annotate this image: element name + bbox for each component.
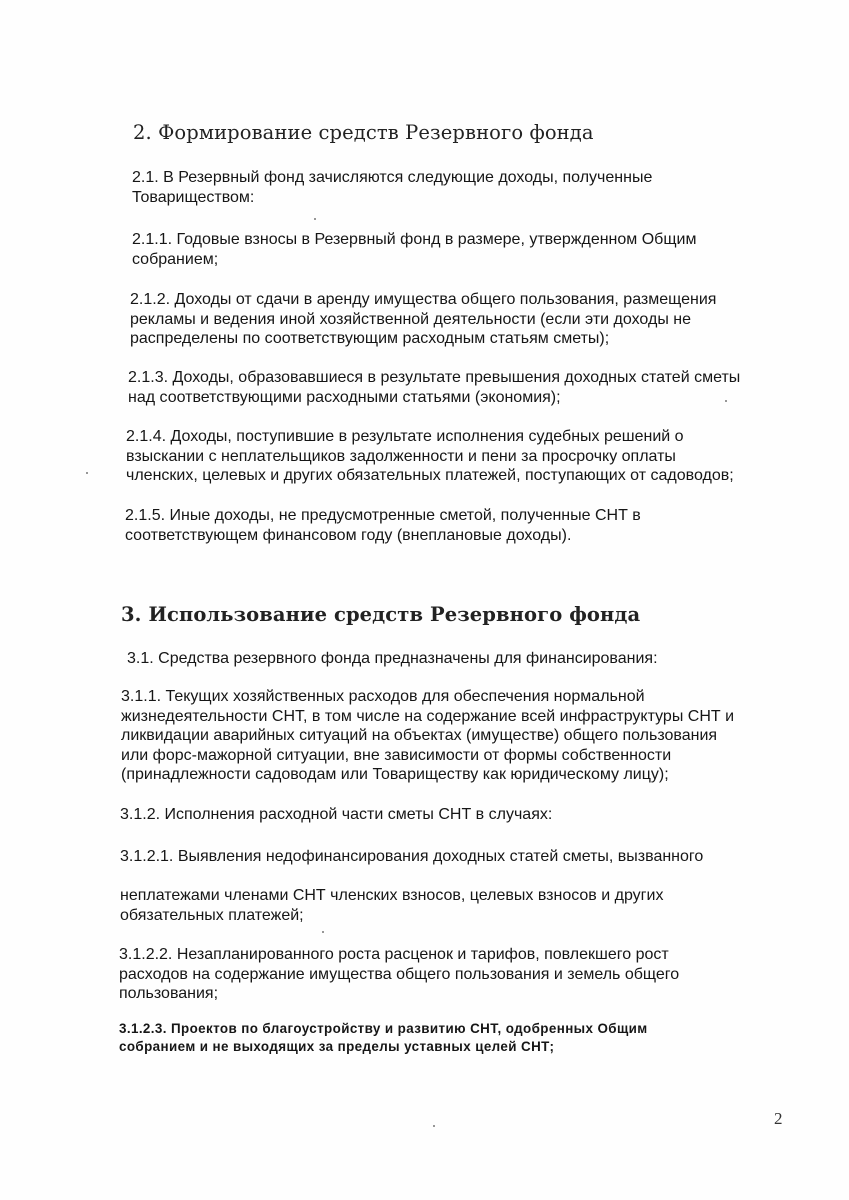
paragraph-3-1-2: 3.1.2. Исполнения расходной части сметы СНТ в случаях:	[120, 806, 553, 823]
paragraph-3-1: 3.1. Средства резервного фонда предназначены для финансирования:	[127, 650, 658, 667]
scan-speck	[86, 472, 88, 474]
section-3-heading: 3. Использование средств Резервного фонда	[121, 603, 641, 626]
paragraph-3-1-2-1-continued: неплатежами членами СНТ членских взносов, целевых взносов и других обязательных платежей;	[120, 887, 664, 924]
paragraph-3-1-2-2: 3.1.2.2. Незапланированного роста расценок и тарифов, повлекшего рост расходов на содержание имущества общего пользования и земель общего пользования;	[119, 946, 680, 1002]
paragraph-2-1: 2.1. В Резервный фонд зачисляются следующие доходы, полученные Товариществом:	[132, 169, 653, 206]
scan-speck	[322, 931, 324, 933]
scan-speck	[433, 1125, 435, 1127]
paragraph-2-1-5: 2.1.5. Иные доходы, не предусмотренные сметой, полученные СНТ в соответствующем финансовом году (внеплановые доходы).	[125, 507, 641, 544]
section-2-heading: 2. Формирование средств Резервного фонда	[133, 121, 594, 144]
paragraph-2-1-3: 2.1.3. Доходы, образовавшиеся в результате превышения доходных статей сметы над соответствующими расходными статьями (экономия);	[128, 369, 741, 406]
paragraph-2-1-1: 2.1.1. Годовые взносы в Резервный фонд в размере, утвержденном Общим собранием;	[132, 231, 697, 268]
paragraph-2-1-4: 2.1.4. Доходы, поступившие в результате исполнения судебных решений о взыскании с неплательщиков задолженности и пени за просрочку оплаты членских, целевых и других обязательных платежей, поступающих от садоводов;	[126, 428, 734, 484]
page-number: 2	[774, 1109, 783, 1128]
paragraph-3-1-1: 3.1.1. Текущих хозяйственных расходов для обеспечения нормальной жизнедеятельности СНТ, в том числе на содержание всей инфраструктуры СНТ и ликвидации аварийных ситуаций на объектах (имуществе) общего пользования или форс-мажорной ситуации, вне зависимости от формы собственности (принадлежности садоводам или Товариществу как юридическому лицу);	[121, 688, 735, 783]
scan-speck	[314, 218, 316, 220]
paragraph-3-1-2-1: 3.1.2.1. Выявления недофинансирования доходных статей сметы, вызванного	[120, 848, 704, 865]
scan-speck	[725, 400, 727, 402]
paragraph-2-1-2: 2.1.2. Доходы от сдачи в аренду имущества общего пользования, размещения рекламы и ведения иной хозяйственной деятельности (если эти доходы не распределены по соответствующим расходным статьям сметы);	[130, 291, 717, 347]
paragraph-3-1-2-3: 3.1.2.3. Проектов по благоустройству и развитию СНТ, одобренных Общим собранием и не выходящих за пределы уставных целей СНТ;	[119, 1021, 648, 1054]
